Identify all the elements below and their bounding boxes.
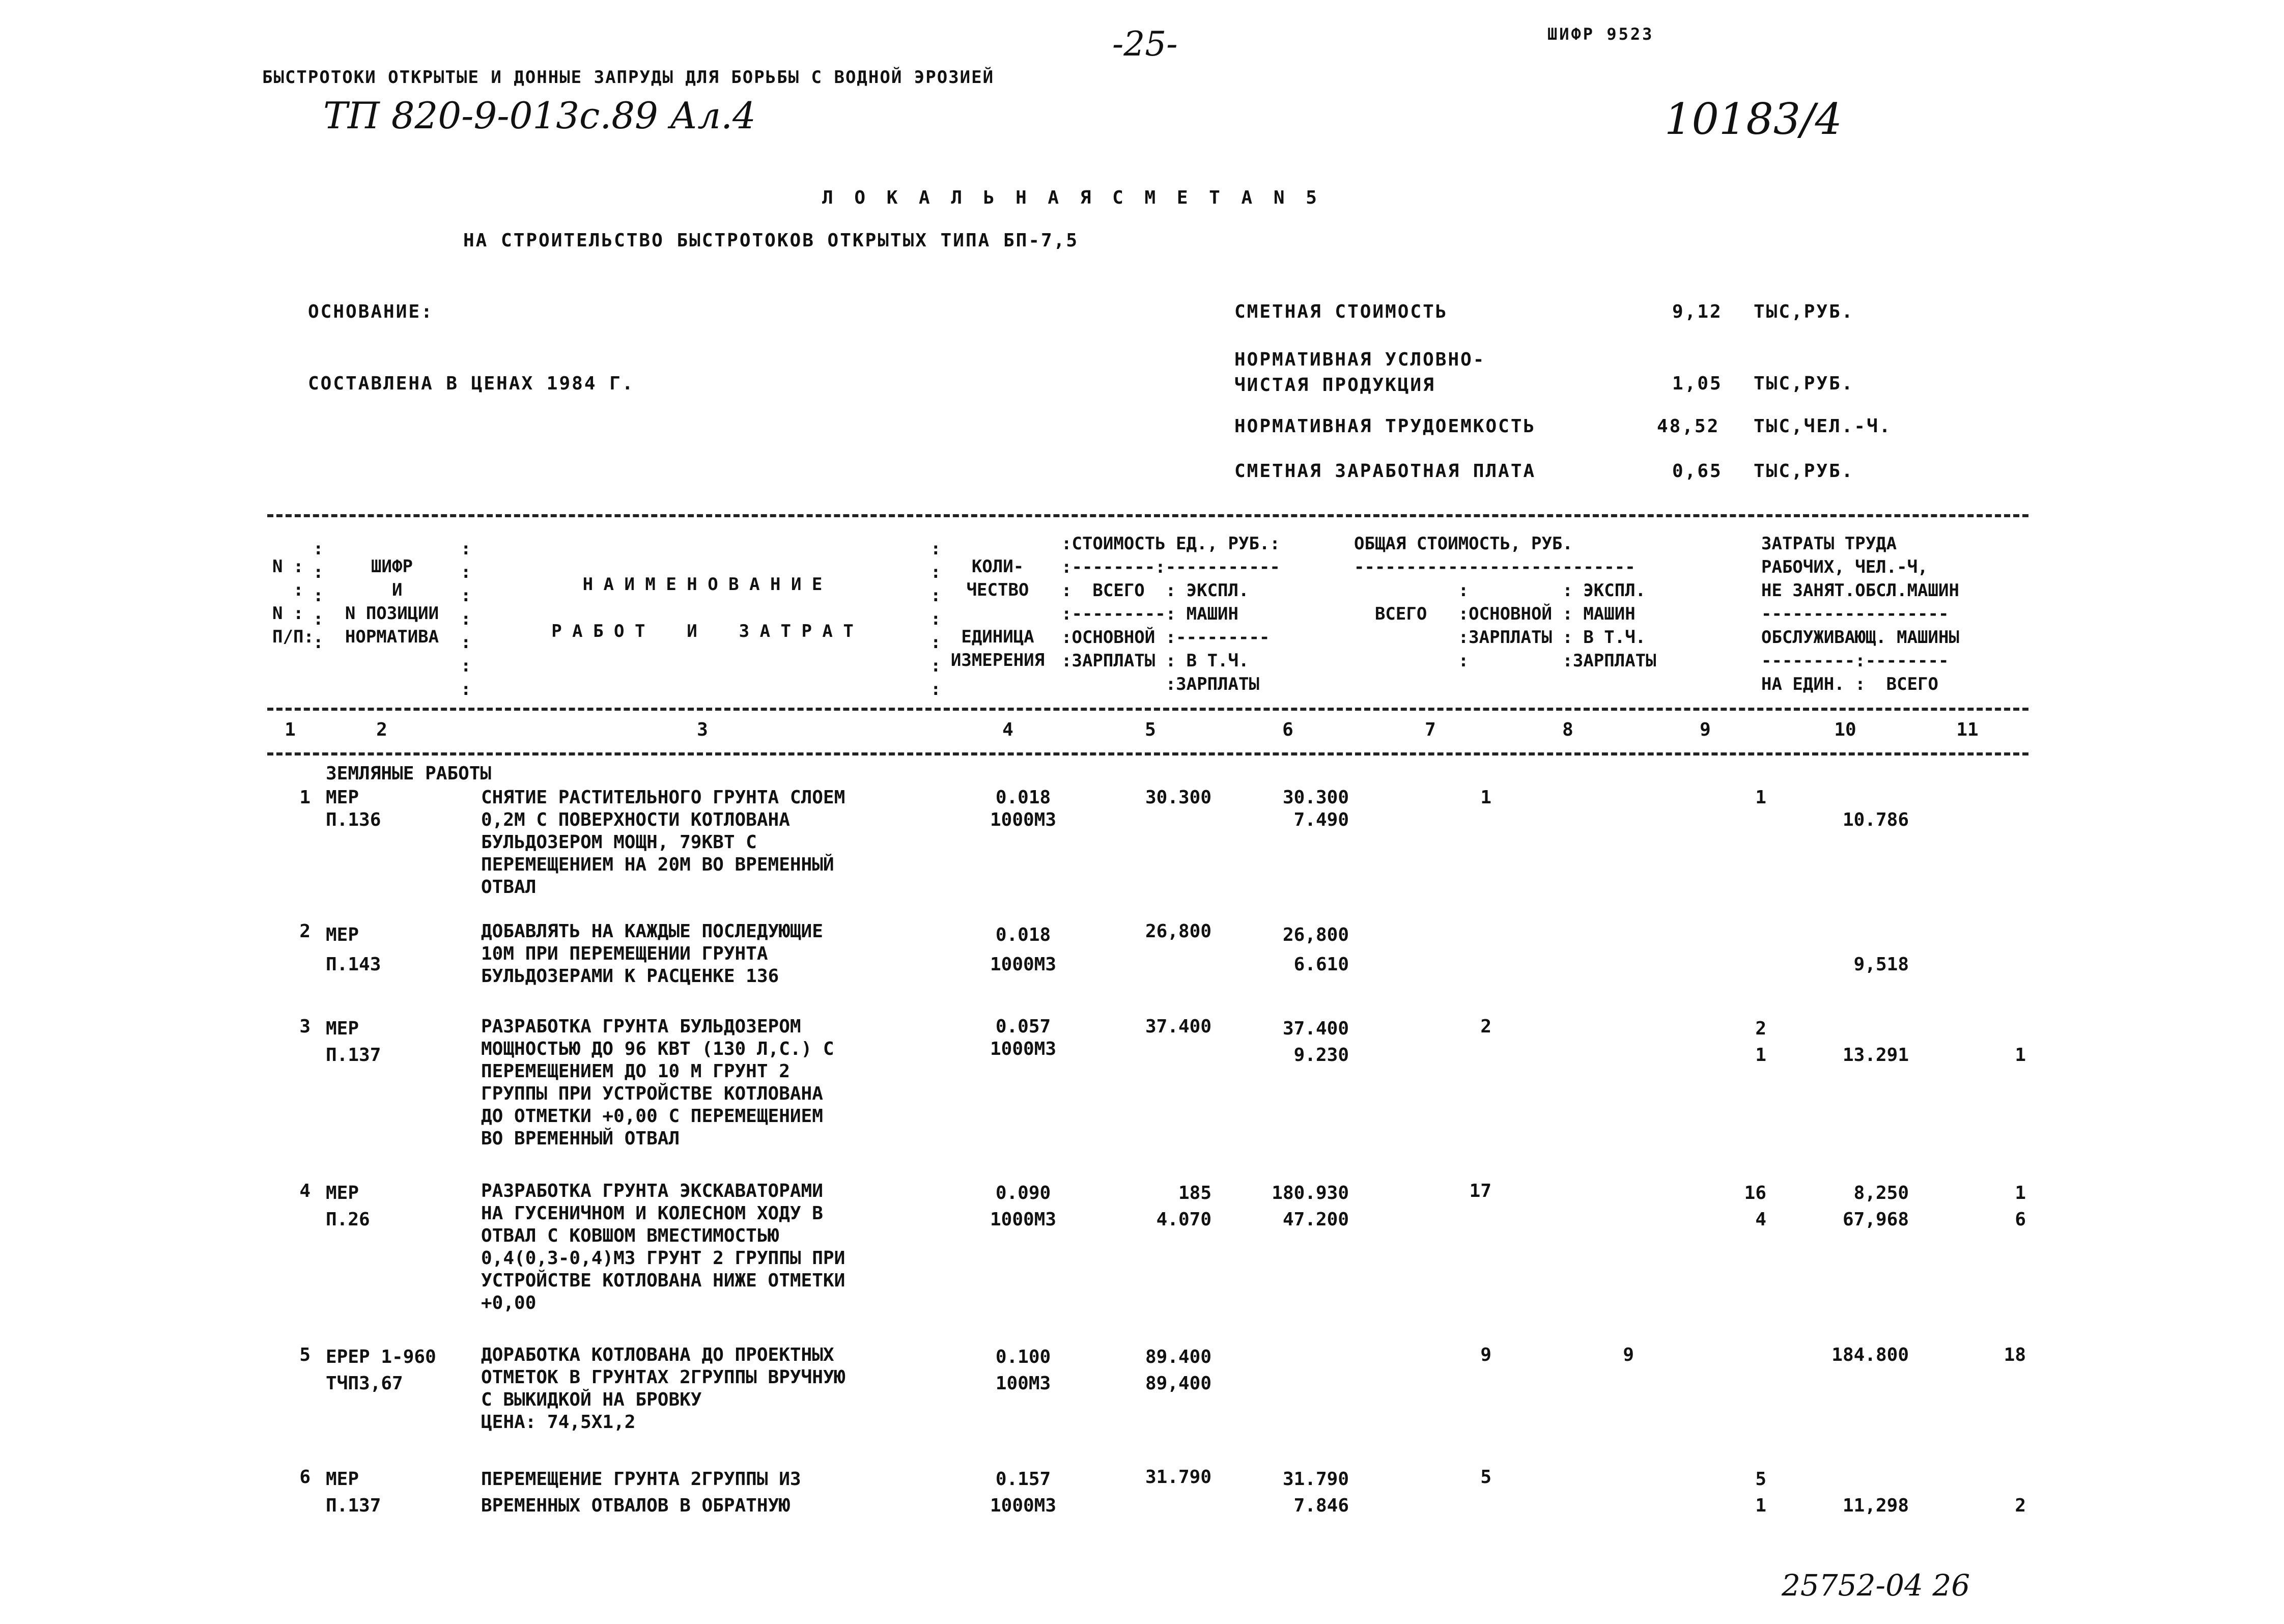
summary-label-3: НОРМАТИВНАЯ ТРУДОЕМКОСТЬ — [1234, 416, 1536, 437]
row-labor-unit: 10.786 — [1842, 809, 1909, 830]
row-code: ЕРЕР 1-960 ТЧП3,67 — [326, 1347, 436, 1394]
column-number: 10 — [1834, 719, 1856, 740]
header-col-n: N : : N : П/П: — [272, 556, 314, 647]
row-total-machines: 5 1 — [1755, 1469, 1766, 1516]
row-unit-cost-total: 31.790 — [1145, 1467, 1211, 1488]
row-number: 6 — [299, 1467, 311, 1488]
row-quantity: 0.018 1000М3 — [990, 787, 1057, 830]
header-col-qty: КОЛИ- ЧЕСТВО ЕДИНИЦА ИЗМЕРЕНИЯ — [950, 556, 1045, 670]
row-code: МЕР П.137 — [326, 1018, 381, 1066]
summary-value-1: 9,12 — [1672, 301, 1723, 322]
row-unit-cost-machines: 31.790 7.846 — [1282, 1469, 1349, 1516]
row-unit-cost-total: 30.300 — [1145, 787, 1211, 808]
header-col-code: ШИФР И N ПОЗИЦИИ НОРМАТИВА — [345, 556, 439, 647]
row-total: 1 — [1480, 787, 1491, 808]
row-labor-unit: 184.800 — [1831, 1345, 1909, 1365]
summary-label-4: СМЕТНАЯ ЗАРАБОТНАЯ ПЛАТА — [1234, 461, 1536, 482]
row-name: РАЗРАБОТКА ГРУНТА БУЛЬДОЗЕРОМ МОЩНОСТЬЮ ДО 96 КВТ (130 Л,С.) С ПЕРЕМЕЩЕНИЕМ ДО 10 М ГРУНТ 2 ГРУППЫ ПРИ УСТРОЙСТВЕ КОТЛОВАНА ДО ОТМЕТКИ +0,00 С ПЕРЕМЕЩЕНИЕМ ВО ВРЕМЕННЫЙ ОТВАЛ — [481, 1016, 834, 1149]
row-total-machines: 2 1 — [1755, 1018, 1766, 1066]
summary-value-2: 1,05 — [1672, 373, 1723, 394]
row-code: МЕР П.26 — [326, 1183, 370, 1230]
row-name: ДОРАБОТКА КОТЛОВАНА ДО ПРОЕКТНЫХ ОТМЕТОК В ГРУНТАХ 2ГРУППЫ ВРУЧНУЮ С ВЫКИДКОЙ НА БРОВКУ ЦЕНА: 74,5Х1,2 — [481, 1345, 845, 1433]
header-title: БЫСТРОТОКИ ОТКРЫТЫЕ И ДОННЫЕ ЗАПРУДЫ ДЛЯ БОРЬБЫ С ВОДНОЙ ЭРОЗИЕЙ — [262, 67, 995, 88]
row-number: 1 — [299, 787, 311, 808]
row-quantity: 0.057 1000М3 — [990, 1016, 1057, 1059]
row-total: 2 — [1480, 1016, 1491, 1037]
header-col-labor: ЗАТРАТЫ ТРУДА РАБОЧИХ, ЧЕЛ.-Ч, НЕ ЗАНЯТ.ОБСЛ.МАШИН ------------------ ОБСЛУЖИВАЮЩ. МАШИНЫ ---------:-------- НА ЕДИН. : ВСЕГО — [1761, 534, 1959, 694]
row-quantity: 0.018 1000М3 — [990, 925, 1057, 975]
row-code: МЕР П.143 — [326, 925, 381, 975]
column-separator: : : : : : : : — [930, 539, 941, 699]
summary-value-3: 48,52 — [1657, 416, 1720, 437]
prices-label: СОСТАВЛЕНА В ЦЕНАХ 1984 Г. — [308, 373, 635, 394]
table-top-rule — [267, 514, 2028, 517]
table-numbers-rule — [267, 752, 2028, 755]
document-subtitle: НА СТРОИТЕЛЬСТВО БЫСТРОТОКОВ ОТКРЫТЫХ ТИПА БП-7,5 — [463, 230, 1079, 251]
row-code: МЕР П.137 — [326, 1469, 381, 1516]
row-unit-cost-machines: 180.930 47.200 — [1272, 1183, 1349, 1230]
row-number: 2 — [299, 921, 311, 942]
row-unit-cost-machines: 30.300 7.490 — [1282, 787, 1349, 830]
row-total: 17 — [1469, 1181, 1491, 1201]
column-separator: : : : : : : : — [461, 539, 471, 699]
row-labor-total: 1 — [2015, 1045, 2026, 1066]
summary-unit-3: ТЫС,ЧЕЛ.-Ч. — [1754, 416, 1892, 437]
row-number: 3 — [299, 1016, 311, 1037]
row-total-wages: 9 — [1623, 1345, 1634, 1365]
column-number: 9 — [1700, 719, 1711, 740]
column-number: 4 — [1002, 719, 1013, 740]
row-unit-cost-total: 37.400 — [1145, 1016, 1211, 1037]
row-labor-total: 2 — [2015, 1495, 2026, 1516]
row-number: 5 — [299, 1345, 311, 1365]
column-number: 6 — [1282, 719, 1293, 740]
column-number: 1 — [285, 719, 296, 740]
row-name: ДОБАВЛЯТЬ НА КАЖДЫЕ ПОСЛЕДУЮЩИЕ 10М ПРИ ПЕРЕМЕЩЕНИИ ГРУНТА БУЛЬДОЗЕРАМИ К РАСЦЕНКЕ 136 — [481, 921, 823, 987]
column-separator: : : : : : — [313, 539, 324, 653]
header-col-unit-cost: :СТОИМОСТЬ ЕД., РУБ.: :--------:----------- : ВСЕГО : ЭКСПЛ. :---------: МАШИН :ОСНОВНОЙ :--------- :ЗАРПЛАТЫ : В Т.Ч. :ЗАРПЛАТЫ — [1061, 534, 1280, 694]
summary-label-1: СМЕТНАЯ СТОИМОСТЬ — [1234, 301, 1448, 322]
row-unit-cost-machines: 37.400 9.230 — [1282, 1018, 1349, 1066]
row-name: СНЯТИЕ РАСТИТЕЛЬНОГО ГРУНТА СЛОЕМ 0,2М С ПОВЕРХНОСТИ КОТЛОВАНА БУЛЬДОЗЕРОМ МОЩН, 79КВТ С ПЕРЕМЕЩЕНИЕМ НА 20М ВО ВРЕМЕННЫЙ ОТВАЛ — [481, 787, 845, 898]
row-total-machines: 16 4 — [1744, 1183, 1766, 1230]
row-number: 4 — [299, 1181, 311, 1201]
summary-label-2: НОРМАТИВНАЯ УСЛОВНО- ЧИСТАЯ ПРОДУКЦИЯ — [1234, 349, 1486, 396]
row-quantity: 0.100 100М3 — [995, 1347, 1051, 1394]
cipher-label: ШИФР 9523 — [1547, 24, 1654, 44]
row-quantity: 0.157 1000М3 — [990, 1469, 1057, 1516]
row-name: ПЕРЕМЕЩЕНИЕ ГРУНТА 2ГРУППЫ ИЗ ВРЕМЕННЫХ ОТВАЛОВ В ОБРАТНУЮ — [481, 1469, 801, 1516]
row-labor-unit: 8,250 67,968 — [1842, 1183, 1909, 1230]
row-unit-cost-total: 26,800 — [1145, 921, 1211, 942]
column-number: 11 — [1956, 719, 1979, 740]
row-labor-total: 1 6 — [2015, 1183, 2026, 1230]
column-number: 7 — [1425, 719, 1436, 740]
summary-unit-4: ТЫС,РУБ. — [1754, 461, 1854, 482]
document-title: Л О К А Л Ь Н А Я С М Е Т А N 5 — [822, 187, 1322, 208]
row-labor-unit: 11,298 — [1842, 1495, 1909, 1516]
row-name: РАЗРАБОТКА ГРУНТА ЭКСКАВАТОРАМИ НА ГУСЕНИЧНОМ И КОЛЕСНОМ ХОДУ В ОТВАЛ С КОВШОМ ВМЕСТИМОСТЬЮ 0,4(0,3-0,4)М3 ГРУНТ 2 ГРУППЫ ПРИ УСТРОЙСТВЕ КОТЛОВАНА НИЖЕ ОТМЕТКИ +0,00 — [481, 1181, 845, 1313]
column-number: 3 — [697, 719, 708, 740]
handwritten-project-code: ТП 820-9-013с.89 Ал.4 — [323, 94, 756, 137]
column-number: 8 — [1562, 719, 1573, 740]
summary-value-4: 0,65 — [1672, 461, 1723, 482]
row-total: 9 — [1480, 1345, 1491, 1365]
row-labor-unit: 9,518 — [1853, 954, 1909, 975]
row-labor-total: 18 — [2004, 1345, 2026, 1365]
section-title: ЗЕМЛЯНЫЕ РАБОТЫ — [326, 763, 492, 784]
row-unit-cost-total: 185 4.070 — [1156, 1183, 1211, 1230]
row-total-machines: 1 — [1755, 787, 1766, 808]
summary-unit-2: ТЫС,РУБ. — [1754, 373, 1854, 394]
page-number: -25- — [1112, 24, 1178, 64]
column-number: 5 — [1145, 719, 1156, 740]
row-total: 5 — [1480, 1467, 1491, 1488]
row-unit-cost-total: 89.400 89,400 — [1145, 1347, 1211, 1394]
row-quantity: 0.090 1000М3 — [990, 1183, 1057, 1230]
header-col-name: Н А И М Е Н О В А Н И Е Р А Б О Т И З А Т Р А Т — [551, 574, 854, 641]
handwritten-number: 10183/4 — [1665, 94, 1842, 144]
column-number: 2 — [376, 719, 387, 740]
row-code: МЕР П.136 — [326, 787, 381, 830]
row-labor-unit: 13.291 — [1842, 1045, 1909, 1066]
footer-handwritten-number: 25752-04 26 — [1782, 1568, 1970, 1603]
table-header-rule — [267, 708, 2028, 711]
header-col-total-cost: ОБЩАЯ СТОИМОСТЬ, РУБ. --------------------------- : : ЭКСПЛ. ВСЕГО :ОСНОВНОЙ : МАШИН :ЗАРПЛАТЫ : В Т.Ч. : :ЗАРПЛАТЫ — [1354, 534, 1656, 671]
summary-unit-1: ТЫС,РУБ. — [1754, 301, 1854, 322]
row-unit-cost-machines: 26,800 6.610 — [1282, 925, 1349, 975]
basis-label: ОСНОВАНИЕ: — [308, 301, 434, 322]
